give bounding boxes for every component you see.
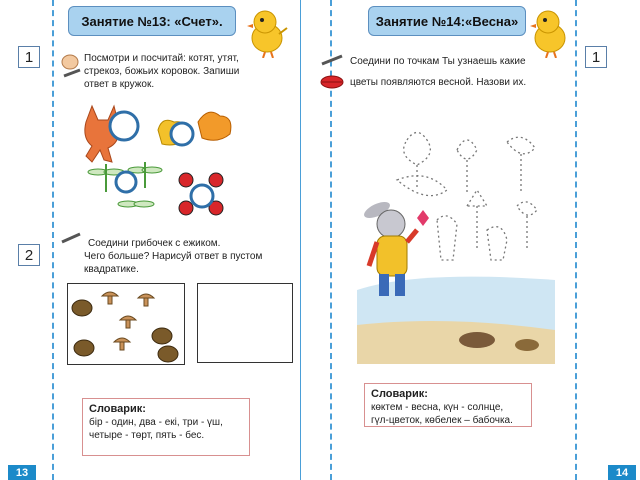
page-number-13: 13: [8, 465, 36, 480]
vocab-line2-right: гүл-цветок, көбелек – бабочка.: [371, 415, 513, 426]
vocab-line1-left: бір - один, два - екі, три - үш,: [89, 417, 223, 428]
task1-instructions: Посмотри и посчитай: котят, утят, стрекоз, божьих коровок. Запиши ответ в кружок.: [84, 53, 240, 90]
page-spine-line: [300, 0, 301, 480]
counting-animals-illustration: [78, 92, 248, 222]
task2-line1: Соедини грибочек с ежиком.: [88, 238, 221, 249]
task2-line2: Чего больше? Нарисуй ответ в пустом квадратике.: [84, 251, 263, 275]
chick-illustration-right: [528, 6, 572, 58]
task-marker-1-left: 1: [18, 46, 40, 68]
pencil-hand-icon: [60, 52, 84, 82]
task-marker-2-left: 2: [18, 244, 40, 266]
hedgehog-mushroom-panel: [67, 283, 185, 365]
vocab-title-right: Словарик:: [371, 388, 428, 400]
task-line1-right: Соедини по точкам Ты узнаешь какие: [350, 56, 526, 67]
left-margin-line: [52, 0, 54, 480]
right-margin-line: [575, 0, 577, 480]
pencil-icon: [60, 230, 84, 246]
task-marker-1-right: 1: [585, 46, 607, 68]
vocabulary-box-right: [364, 383, 532, 427]
answer-empty-square[interactable]: [197, 283, 293, 363]
lesson-14-title: Занятие №14:«Весна»: [368, 6, 526, 36]
vocab-line2-left: четыре - төрт, пять - бес.: [89, 430, 205, 441]
page-number-14: 14: [608, 465, 636, 480]
hedgehogs-mushrooms-illustration: [68, 284, 184, 364]
chick-illustration: [245, 6, 289, 58]
vocabulary-box-left: [82, 398, 250, 456]
pencil-and-lips-icon: [318, 50, 348, 94]
vocab-title-left: Словарик:: [89, 403, 146, 415]
spring-dot-to-dot-panel: [357, 120, 555, 364]
task-line2-right: цветы появляются весной. Назови их.: [350, 77, 527, 88]
spring-flowers-illustration: [357, 120, 555, 364]
vocab-line1-right: көктем - весна, күн - солнце,: [371, 402, 504, 413]
lesson-13-title: Занятие №13: «Счет».: [68, 6, 236, 36]
